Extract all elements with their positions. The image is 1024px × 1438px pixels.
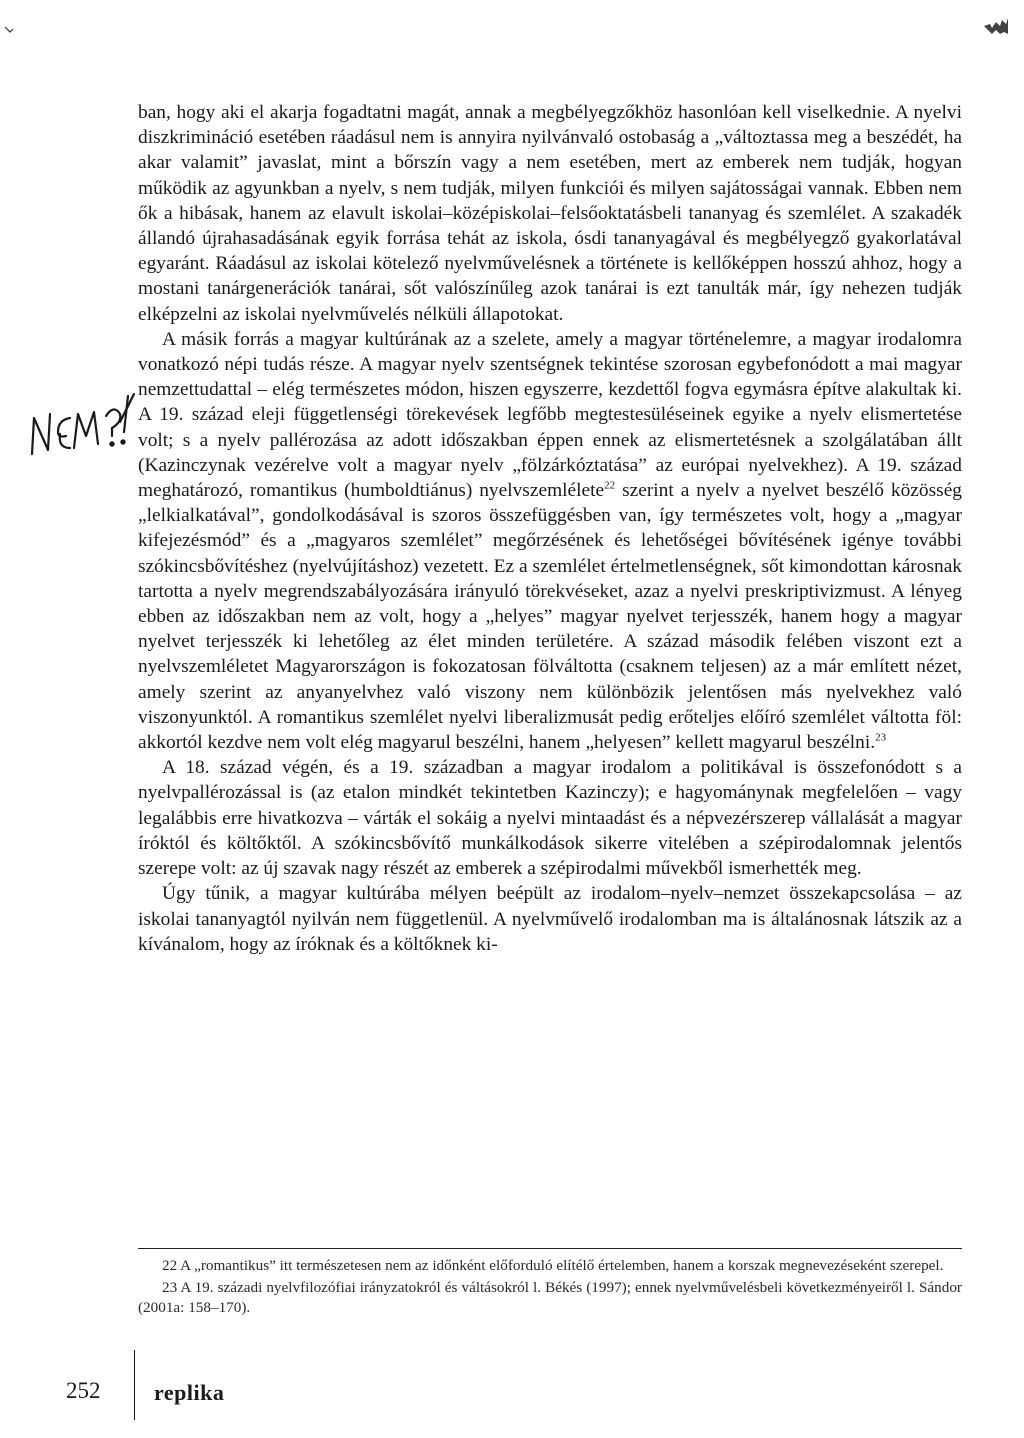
- paragraph-3: A 18. század végén, és a 19. században a magyar irodalom a politikával is összefonódott s a nyelvpallérozással is (az etalon mindkét tekintetben Kazinczy); e hagyománynak megfelelően – vagy legalábbis erre hivatkozva – várták el sokáig a nyelvi mintaadást és a népvezérszerep vállalását a magyar íróktól és költőktől. A szókincsbővítő munkálkodások sikerre vitelében a szépirodalomnak jelentős szerepe volt: az új szavak nagy részét az emberek a szépirodalmi művekből ismerhették meg.: [138, 757, 962, 880]
- footnote-ref-22[interactable]: 22: [604, 479, 616, 492]
- footnote-ref-23[interactable]: 23: [875, 731, 887, 744]
- footnote-23: 23 A 19. századi nyelvfilozófiai irányzatokról és váltásokról l. Békés (1997); ennek nyelvművelésbeli következményeiről l. Sándor (2001a: 158–170).: [138, 1279, 962, 1316]
- paragraph-1: ban, hogy aki el akarja fogadtatni magát, annak a megbélyegzőkhöz hasonlóan kell viselkednie. A nyelvi diszkrimináció esetében ráadásul nem is annyira nyilvánvaló ostobaság a „változtassa meg a beszédét, ha akar valamit” javaslat, mint a bőrszín vagy a nem esetében, mert az emberek nem tudják, hogyan működik az agyunkban a nyelv, s nem tudják, milyen funkciói és milyen sajátosságai vannak. Ebben nem ők a hibásak, hanem az elavult iskolai–középiskolai–felsőoktatásbeli tananyag és szemlélet. A szakadék állandó újrahasadásának egyik forrása tehát az iskola, ósdi tananyagával és megbélyegző gyakorlatával egyaránt. Ráadásul az iskolai kötelező nyelvművelésnek a története is kellőképpen hosszú ahhoz, hogy a mostani tanárgenerációk tanárai, sőt valószínűleg azok tanárai is ezt tanulták már, így nehezen tudják elképzelni az iskolai nyelvművelés nélküli állapotokat.: [138, 102, 962, 325]
- paragraph-2-text-a: A másik forrás a magyar kultúrának az a szelete, amely a magyar történelemre, a magyar irodalomra vonatkozó népi tudás része. A magyar nyelv szentségnek tekintése szorosan egybefonódott a mai magyar nemzettudattal – elég természetes módon, hiszen egyszerre, kezdettől fogva egymásra építve alakultak ki. A 19. század eleji függetlenségi törekevések legfőbb megtestesüléseinek egyike a nyelv elismertetése volt; s a nyelv pallérozása az adott időszakban éppen ennek az elismertetésnek a szolgálatában állt (Kazinczynak vezérelve volt a magyar nyelv „fölzárkóztatása” az európai nyelvekhez). A 19. század meghatározó, romantikus (humboldtiánus) nyelvszemlélete: [138, 328, 962, 502]
- paragraph-2-text-b: szerint a nyelv a nyelvet beszélő közösség „lelkialkatával”, gondolkodásával is szoros összefüggésben van, így természetes volt, hogy a „magyar kifejezésmód” és a „magyaros szemlélet” megőrzésének és lehetőségei bővítésének igénye további szókincsbővítéshez (nyelvújításhoz) vezetett. Ez a szemlélet értelmetlenségnek, sőt kimondottan károsnak tartotta a nyelv megrendszabályozására irányuló törekvéseket, azaz a nyelvi preskriptivizmust. A lényeg ebben az időszakban nem az volt, hogy a „helyes” magyar nyelvet terjesszék, hanem hogy a magyar nyelvet terjesszék ki lehetőleg az élet minden területére. A század második felében viszont ezt a nyelvszemléletet Magyarországon is fokozatosan fölváltotta (csaknem teljesen) az a már említett nézet, amely szerint az anyanyelvhez való viszony nem különbözik jelentősen más nyelvekhez való viszonyunktól. A romantikus szemlélet nyelvi liberalizmusát pedig erőteljes előíró szemlélet váltotta föl: akkortól kezdve nem volt elég magyarul beszélni, hanem „helyesen” kellett magyarul beszélni.: [138, 480, 963, 754]
- footnotes: [138, 1256, 962, 1318]
- scan-artifact-tick: [4, 26, 14, 34]
- footnote-22: 22 A „romantikus” itt természetesen nem az időnként előforduló elítélő értelemben, hanem a korszak megnevezéseként szerepel.: [162, 1257, 944, 1274]
- page-number: 252: [66, 1378, 101, 1403]
- paragraph-2: [138, 327, 962, 755]
- body-text: [138, 100, 962, 957]
- handwritten-margin-note: [24, 392, 136, 462]
- paragraph-4: Úgy tűnik, a magyar kultúrába mélyen beépült az irodalom–nyelv–nemzet összekapcsolása – az iskolai tananyagtól nyilván nem függetlenül. A nyelvművelő irodalomban ma is általánosnak látszik az a kívánalom, hogy az íróknak és a költőknek ki-: [138, 883, 962, 955]
- journal-title: replika: [154, 1380, 225, 1405]
- footer-divider: [134, 1350, 135, 1420]
- footnote-separator: [138, 1248, 962, 1249]
- scan-artifact-mark: [982, 14, 1010, 36]
